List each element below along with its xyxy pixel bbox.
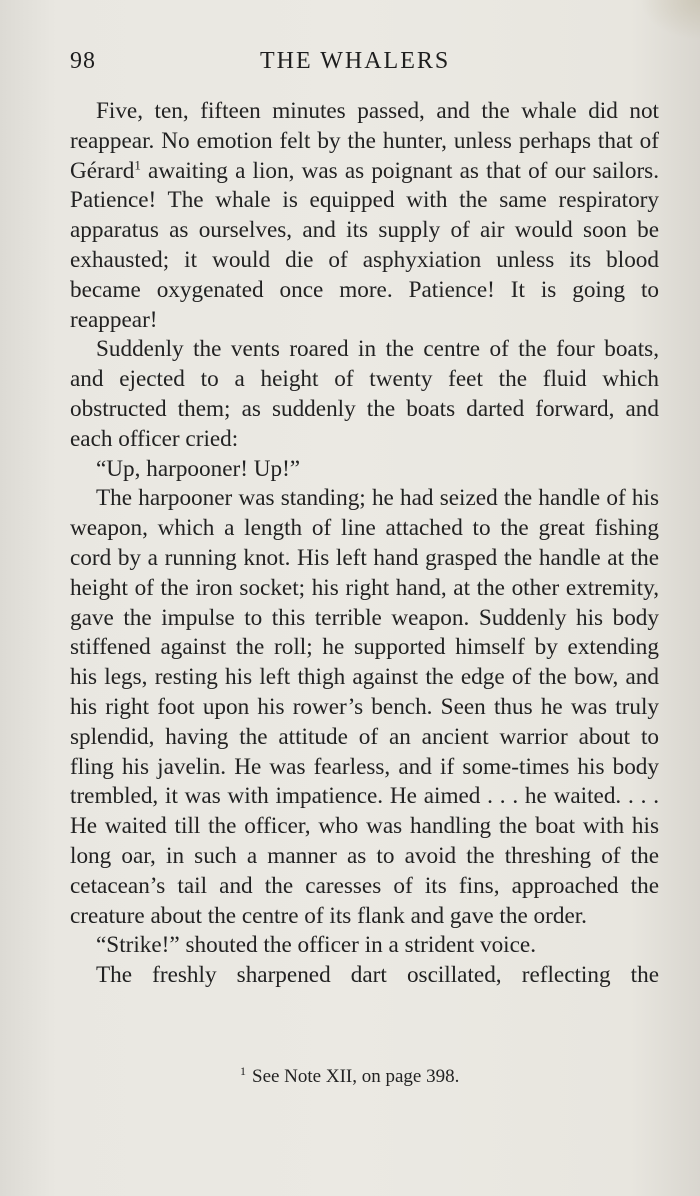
footnote (240, 1063, 460, 1088)
paragraph-4: The harpooner was standing; he had seized the handle of his weapon, which a length of line attached to the great fishing cord by a running knot. His left hand grasped the handle at the height of the iron socket; his right hand, at the other extremity, gave the impulse to this terrible weapon. Suddenly his body stiffened against the roll; he supported himself by extending his legs, resting his left thigh against the edge of the bow, and his right foot upon his rower’s bench. Seen thus he was truly splendid, having the attitude of an ancient warrior about to fling his javelin. He was fearless, and if some-times his body trembled, it was with impatience. He aimed . . . he waited. . . . He waited till the officer, who was handling the boat with his long oar, in such a manner as to avoid the threshing of the cetacean’s tail and the caresses of its fins, approached the creature about the centre of its flank and gave the order. (70, 485, 659, 929)
page-header (70, 48, 660, 82)
paragraph-1-text-end: awaiting a lion, was as poignant as that of our sailors. Patience! The whale is equipped with the same respiratory apparatus as ourselves, and its supply of air would soon be exhausted; it would die of asphyxiation unless its blood became oxygenated once more. Patience! It is going to reappear! (70, 157, 659, 333)
paragraph-1-text-start: Five, ten, fifteen minutes passed, and the whale did not reappear. No emotion felt by the hunter, unless perhaps that of Gérard (70, 98, 659, 184)
paragraph-1 (70, 97, 659, 335)
paragraph-6: The freshly sharpened dart oscillated, reflecting the (96, 962, 659, 989)
paragraph-2: Suddenly the vents roared in the centre of the four boats, and ejected to a height of twenty feet the fluid which obstructed them; as suddenly the boats darted forward, and each officer cried: (70, 336, 659, 452)
paragraph-3: “Up, harpooner! Up!” (96, 455, 301, 482)
page-number: 98 (70, 48, 96, 74)
footnote-reference: 1 (134, 156, 141, 172)
running-title: THE WHALERS (260, 48, 451, 74)
footnote-mark: 1 (240, 1063, 246, 1078)
paper-stain (640, 0, 700, 40)
footnote-text: See Note XII, on page 398. (252, 1066, 460, 1087)
paragraph-5: “Strike!” shouted the officer in a strident voice. (96, 932, 536, 959)
body-text (70, 97, 659, 991)
